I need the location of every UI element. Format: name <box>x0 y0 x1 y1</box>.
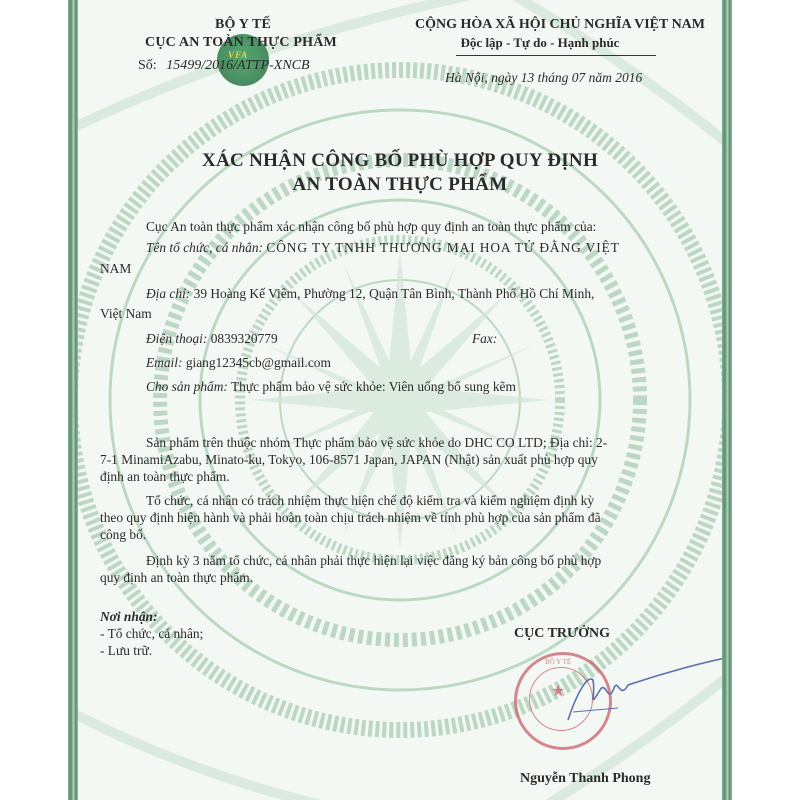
seal-top-text: BỘ Y TẾ <box>545 658 572 666</box>
signature-icon <box>548 650 732 740</box>
product-line <box>146 379 516 395</box>
phone-value: 0839320779 <box>210 331 278 346</box>
national-motto: Độc lập - Tự do - Hạnh phúc <box>460 35 620 50</box>
document-title-line2: AN TOÀN THỰC PHẨM <box>292 174 508 195</box>
document-page <box>68 0 732 800</box>
signer-title: CỤC TRƯỞNG <box>514 626 611 641</box>
org-value-cont: NAM <box>100 261 132 276</box>
address-line <box>146 286 594 302</box>
org-label: Tên tổ chức, cá nhân: <box>146 240 264 255</box>
org-line <box>146 240 620 256</box>
page-border-right <box>722 0 732 800</box>
motto-underline <box>456 55 656 56</box>
responsibility-line-1: Tổ chức, cá nhân có trách nhiệm thực hiện chế độ kiểm tra và kiểm nghiệm định kỳ <box>146 493 595 508</box>
manufacturer-line-1: Sản phẩm trên thuộc nhóm Thực phẩm bảo vệ sức khỏe do DHC CO LTD; Địa chỉ: 2- <box>146 435 608 450</box>
recipients-label: Nơi nhận: <box>100 609 158 624</box>
address-label: Địa chỉ: <box>146 286 191 301</box>
responsibility-line-2: theo quy định hiện hành và phải hoàn toàn chịu trách nhiệm về tính phù hợp của sản phẩm đã <box>100 510 601 525</box>
agency-name: CỤC AN TOÀN THỰC PHẨM <box>145 35 337 50</box>
address-value-cont: Việt Nam <box>100 306 152 321</box>
product-value: Thực phẩm bảo vệ sức khỏe: Viên uống bổ sung kẽm <box>230 379 516 394</box>
org-value: CÔNG TY TNHH THƯƠNG MẠI HOA TỬ ĐẰNG VIỆT <box>266 240 620 255</box>
email-label: Email: <box>146 355 183 370</box>
number-value: 15499/2016/ATTP-XNCB <box>166 58 310 73</box>
phone-label: Điện thoại: <box>146 331 208 346</box>
renewal-line-2: quy định an toàn thực phẩm. <box>100 570 254 585</box>
seal-star-icon: ★ <box>551 683 566 700</box>
recipient-item: - Lưu trữ. <box>100 643 153 658</box>
page-border-left <box>68 0 78 800</box>
recipient-item: - Tổ chức, cá nhân; <box>100 626 204 641</box>
vfa-logo-text: VFA <box>228 50 249 60</box>
renewal-line-1: Định kỳ 3 năm tổ chức, cá nhân phải thực hiện lại việc đăng ký bản công bố phù hợp <box>146 553 602 568</box>
place-date: Hà Nội, ngày 13 tháng 07 năm 2016 <box>445 70 643 85</box>
fax-label: Fax: <box>472 331 498 346</box>
ministry-name: BỘ Y TẾ <box>214 17 272 32</box>
number-label: Số: <box>138 58 157 73</box>
email-line <box>146 355 331 371</box>
document-title-line1: XÁC NHẬN CÔNG BỐ PHÙ HỢP QUY ĐỊNH <box>201 150 599 171</box>
manufacturer-line-2: 7-1 MinamiAzabu, Minato-ku, Tokyo, 106-8571 Japan, JAPAN (Nhật) sản xuất phù hợp quy <box>100 452 598 467</box>
product-label: Cho sản phẩm: <box>146 379 228 394</box>
signer-name: Nguyễn Thanh Phong <box>520 771 651 786</box>
intro-text: Cục An toàn thực phẩm xác nhận công bố phù hợp quy định an toàn thực phẩm của: <box>146 219 597 234</box>
document-number <box>138 58 310 74</box>
phone-line <box>146 331 278 347</box>
country-name: CỘNG HÒA XÃ HỘI CHỦ NGHĨA VIỆT NAM <box>414 17 705 32</box>
address-value: 39 Hoàng Kế Viêm, Phường 12, Quận Tân Bình, Thành Phố Hồ Chí Minh, <box>193 286 595 301</box>
responsibility-line-3: công bố. <box>100 527 147 542</box>
manufacturer-line-3: định an toàn thực phẩm. <box>100 469 230 484</box>
email-value: giang12345cb@gmail.com <box>185 355 331 370</box>
